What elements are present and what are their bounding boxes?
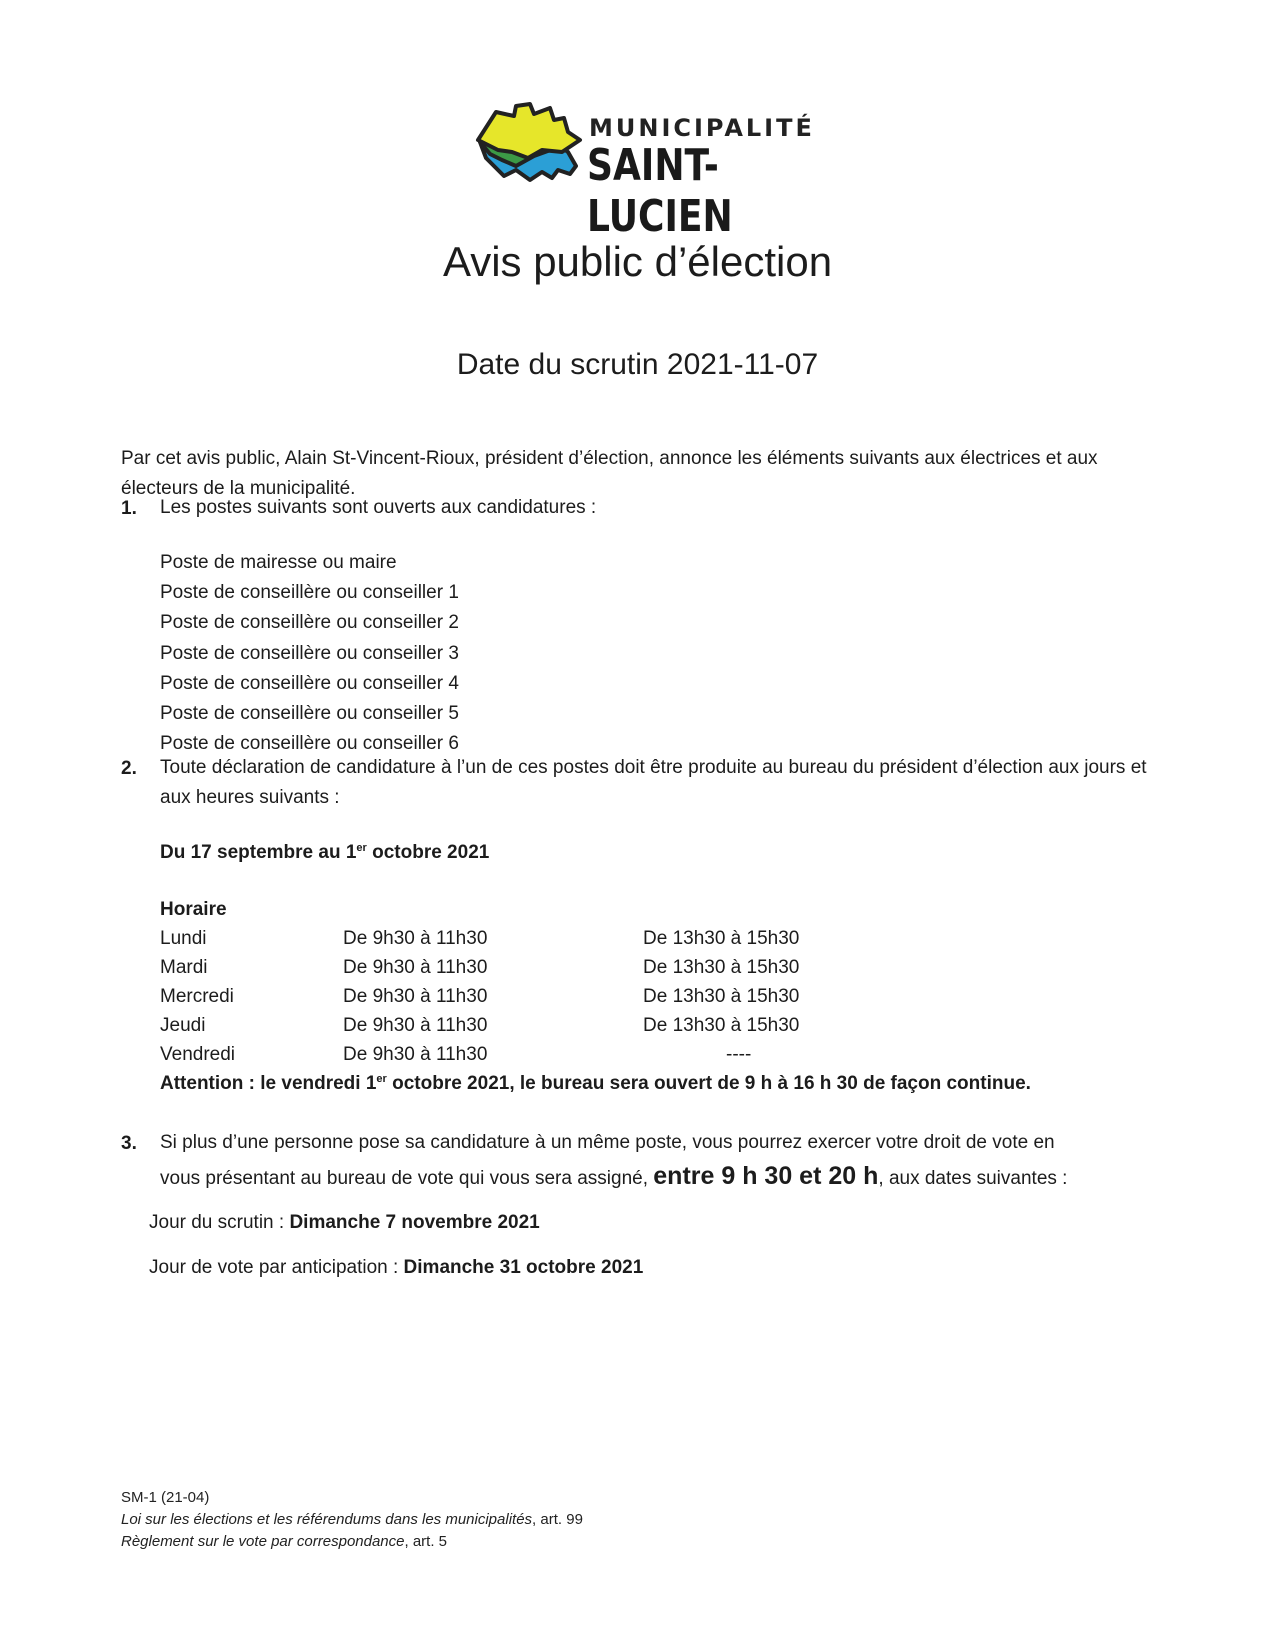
scrutin-day — [149, 1208, 540, 1238]
afternoon-cell: De 13h30 à 15h30 — [643, 957, 800, 978]
section2-number: 2. — [121, 758, 137, 779]
scrutin-value: Dimanche 7 novembre 2021 — [289, 1212, 540, 1233]
anticipation-value: Dimanche 31 octobre 2021 — [403, 1257, 644, 1278]
table-row — [160, 924, 860, 954]
section3-number: 3. — [121, 1133, 137, 1154]
anticipation-label: Jour de vote par anticipation : — [149, 1257, 404, 1278]
afternoon-cell: De 13h30 à 15h30 — [643, 1015, 800, 1036]
period-text: Du 17 septembre au 1 — [160, 842, 357, 863]
morning-cell: De 9h30 à 11h30 — [343, 1044, 488, 1065]
section1-heading: Les postes suivants sont ouverts aux candidatures : — [160, 497, 597, 518]
day-cell: Jeudi — [160, 1015, 206, 1036]
logo-line2: SAINT-LUCIEN — [587, 140, 733, 242]
scrutin-label: Jour du scrutin : — [149, 1212, 290, 1233]
law-reference-1 — [121, 1509, 583, 1531]
table-row — [160, 1040, 860, 1070]
page-subtitle: Date du scrutin 2021-11-07 — [456, 348, 819, 381]
morning-cell: De 9h30 à 11h30 — [343, 986, 488, 1007]
table-row — [160, 982, 860, 1012]
list-item: Poste de conseillère ou conseiller 2 — [160, 612, 459, 634]
list-item: Poste de conseillère ou conseiller 1 — [160, 582, 459, 604]
afternoon-cell: De 13h30 à 15h30 — [643, 928, 800, 949]
morning-cell: De 9h30 à 11h30 — [343, 957, 488, 978]
puzzle-logo-icon — [472, 100, 587, 200]
candidature-period — [160, 838, 489, 868]
period-text-end: octobre 2021 — [366, 842, 490, 863]
list-item: Poste de conseillère ou conseiller 6 — [160, 733, 459, 755]
day-cell: Mardi — [160, 957, 208, 978]
law1-title: Loi sur les élections et les référendums dans les municipalités — [121, 1511, 533, 1528]
section3-line2-start: vous présentant au bureau de vote qui vous sera assigné, — [160, 1168, 654, 1189]
attention-sup: er — [376, 1073, 387, 1085]
table-row — [160, 1011, 860, 1041]
form-code: SM-1 (21-04) — [121, 1489, 210, 1506]
list-item: Poste de conseillère ou conseiller 5 — [160, 702, 459, 724]
period-sup: er — [356, 842, 367, 854]
voting-hours: entre 9 h 30 et 20 h — [653, 1162, 879, 1190]
horaire-label: Horaire — [160, 899, 227, 920]
municipality-logo — [472, 100, 832, 242]
law-reference-2 — [121, 1531, 583, 1553]
list-item: Poste de conseillère ou conseiller 3 — [160, 642, 459, 664]
anticipation-day — [149, 1253, 643, 1283]
afternoon-cell: ---- — [726, 1044, 752, 1065]
section1-number: 1. — [121, 498, 137, 519]
law1-ref: , art. 99 — [532, 1511, 583, 1528]
day-cell: Mercredi — [160, 986, 234, 1007]
list-item: Poste de conseillère ou conseiller 4 — [160, 672, 459, 694]
section3-line1: Si plus d’une personne pose sa candidature à un même poste, vous pourrez exercer votre droit de vote en — [160, 1132, 1055, 1153]
attention-notice — [160, 1069, 1031, 1099]
section2-text: Toute déclaration de candidature à l’un de ces postes doit être produite au bureau du président d’élection aux jours et aux heures suivants : — [160, 757, 1147, 808]
attention-text: Attention : le vendredi 1 — [160, 1073, 377, 1094]
morning-cell: De 9h30 à 11h30 — [343, 928, 488, 949]
logo-line1: MUNICIPALITÉ — [589, 114, 815, 142]
attention-text-end: octobre 2021, le bureau sera ouvert de 9 h à 16 h 30 de façon continue. — [386, 1073, 1031, 1094]
list-item: Poste de mairesse ou maire — [160, 552, 397, 573]
section3-line2-end: , aux dates suivantes : — [878, 1168, 1068, 1189]
intro-paragraph: Par cet avis public, Alain St-Vincent-Rioux, président d’élection, annonce les éléments suivants aux électrices et aux électeurs de la municipalité. — [121, 448, 1098, 499]
morning-cell: De 9h30 à 11h30 — [343, 1015, 488, 1036]
day-cell: Vendredi — [160, 1044, 236, 1065]
table-row — [160, 953, 860, 983]
law2-title: Règlement sur le vote par correspondance — [121, 1533, 405, 1550]
day-cell: Lundi — [160, 928, 207, 949]
section3-line2 — [160, 1161, 1067, 1194]
afternoon-cell: De 13h30 à 15h30 — [643, 986, 800, 1007]
page-title: Avis public d’élection — [442, 238, 833, 285]
footer — [121, 1487, 583, 1553]
postes-list — [160, 548, 459, 759]
law2-ref: , art. 5 — [404, 1533, 448, 1550]
